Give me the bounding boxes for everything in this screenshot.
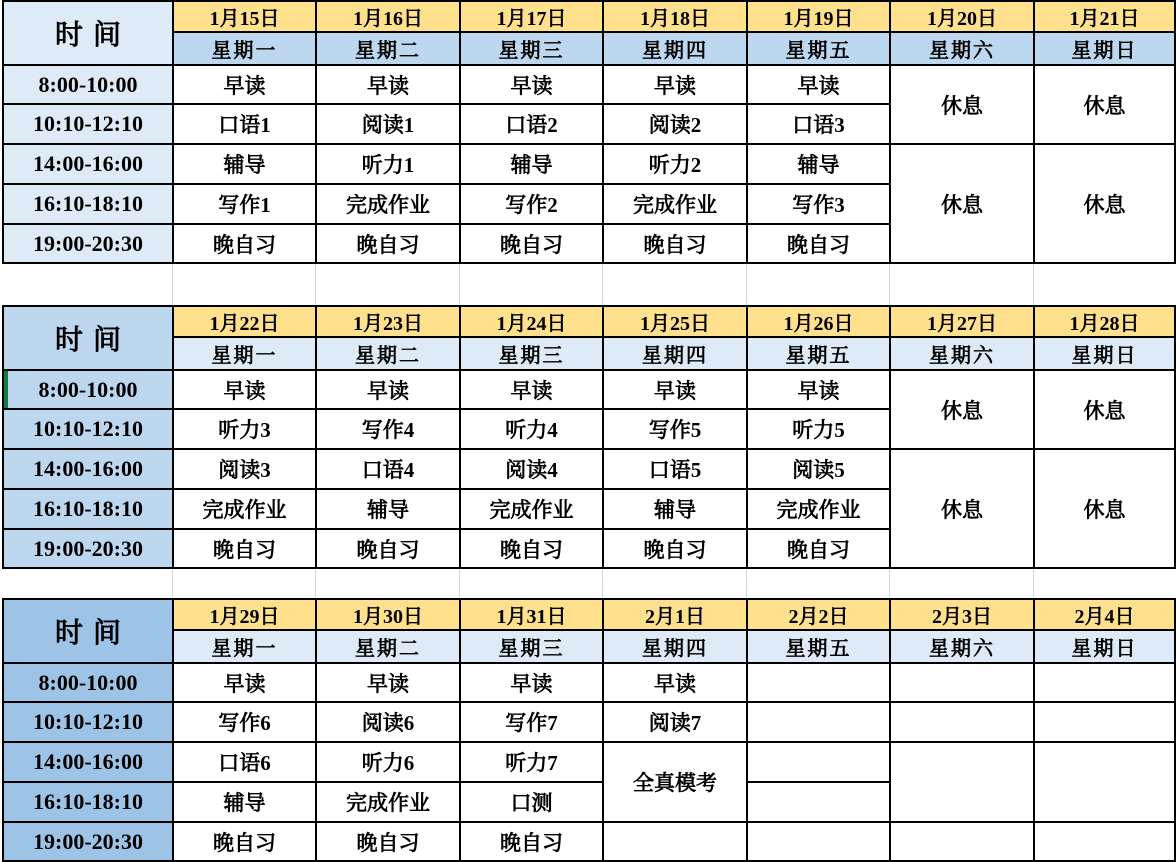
rest-cell[interactable]: 休息 xyxy=(890,370,1034,449)
schedule-cell[interactable]: 完成作业 xyxy=(173,489,316,529)
schedule-cell[interactable]: 晚自习 xyxy=(603,529,747,568)
schedule-cell[interactable]: 听力6 xyxy=(316,742,460,782)
schedule-cell[interactable]: 早读 xyxy=(603,663,747,702)
date-cell[interactable]: 1月21日 xyxy=(1034,1,1175,32)
schedule-cell[interactable]: 辅导 xyxy=(316,489,460,529)
schedule-cell[interactable]: 听力3 xyxy=(173,409,316,449)
schedule-cell[interactable]: 阅读5 xyxy=(747,449,890,489)
schedule-cell[interactable]: 写作3 xyxy=(747,184,890,224)
schedule-cell[interactable]: 口语6 xyxy=(173,742,316,782)
date-cell[interactable]: 1月22日 xyxy=(173,306,316,337)
schedule-cell[interactable]: 早读 xyxy=(747,370,890,409)
schedule-cell[interactable]: 早读 xyxy=(173,663,316,702)
time-slot-label[interactable]: 14:00-16:00 xyxy=(3,449,173,489)
date-cell[interactable]: 1月19日 xyxy=(747,1,890,32)
schedule-cell[interactable]: 阅读3 xyxy=(173,449,316,489)
weekday-cell[interactable]: 星期六 xyxy=(890,32,1034,65)
schedule-cell[interactable]: 晚自习 xyxy=(460,224,603,263)
empty-cell[interactable] xyxy=(747,782,890,822)
weekday-cell[interactable]: 星期三 xyxy=(460,32,603,65)
schedule-cell[interactable]: 完成作业 xyxy=(603,184,747,224)
schedule-cell[interactable]: 听力5 xyxy=(747,409,890,449)
time-slot-label[interactable]: 19:00-20:30 xyxy=(3,529,173,568)
schedule-cell[interactable]: 阅读4 xyxy=(460,449,603,489)
date-cell[interactable]: 1月30日 xyxy=(316,599,460,630)
weekday-cell[interactable]: 星期五 xyxy=(747,630,890,663)
schedule-cell[interactable]: 辅导 xyxy=(460,144,603,184)
time-slot-label[interactable]: 10:10-12:10 xyxy=(3,409,173,449)
time-slot-label[interactable]: 8:00-10:00 xyxy=(3,370,173,409)
schedule-cell[interactable]: 早读 xyxy=(316,663,460,702)
time-slot-label[interactable]: 19:00-20:30 xyxy=(3,822,173,861)
schedule-cell[interactable]: 晚自习 xyxy=(747,224,890,263)
schedule-cell[interactable]: 辅导 xyxy=(173,782,316,822)
weekday-cell[interactable]: 星期二 xyxy=(316,630,460,663)
schedule-cell[interactable]: 早读 xyxy=(460,663,603,702)
time-header-cell[interactable]: 时间 xyxy=(3,306,173,370)
empty-cell[interactable] xyxy=(890,663,1034,702)
time-slot-label[interactable]: 10:10-12:10 xyxy=(3,104,173,144)
empty-cell[interactable] xyxy=(890,742,1034,822)
weekday-cell[interactable]: 星期三 xyxy=(460,337,603,370)
rest-cell[interactable]: 休息 xyxy=(1034,370,1175,449)
schedule-cell[interactable]: 晚自习 xyxy=(316,529,460,568)
weekday-cell[interactable]: 星期日 xyxy=(1034,337,1175,370)
schedule-cell[interactable]: 完成作业 xyxy=(747,489,890,529)
schedule-cell[interactable]: 早读 xyxy=(173,65,316,104)
schedule-cell[interactable]: 晚自习 xyxy=(316,822,460,861)
empty-cell[interactable] xyxy=(747,663,890,702)
schedule-week-3 xyxy=(2,598,1176,862)
time-slot-label[interactable]: 14:00-16:00 xyxy=(3,742,173,782)
rest-cell[interactable]: 休息 xyxy=(1034,65,1175,144)
weekday-cell[interactable]: 星期一 xyxy=(173,630,316,663)
weekday-cell[interactable]: 星期一 xyxy=(173,32,316,65)
schedule-cell[interactable]: 早读 xyxy=(603,370,747,409)
weekday-cell[interactable]: 星期四 xyxy=(603,337,747,370)
schedule-cell[interactable]: 完成作业 xyxy=(460,489,603,529)
time-slot-label[interactable]: 8:00-10:00 xyxy=(3,65,173,104)
date-cell[interactable]: 2月2日 xyxy=(747,599,890,630)
date-cell[interactable]: 2月3日 xyxy=(890,599,1034,630)
weekday-cell[interactable]: 星期六 xyxy=(890,630,1034,663)
date-cell[interactable]: 1月16日 xyxy=(316,1,460,32)
schedule-cell[interactable]: 早读 xyxy=(460,370,603,409)
schedule-cell[interactable]: 写作4 xyxy=(316,409,460,449)
schedule-cell[interactable]: 写作1 xyxy=(173,184,316,224)
rest-cell[interactable]: 休息 xyxy=(1034,144,1175,263)
schedule-cell[interactable]: 写作6 xyxy=(173,702,316,742)
schedule-cell[interactable]: 辅导 xyxy=(747,144,890,184)
date-cell[interactable]: 1月25日 xyxy=(603,306,747,337)
empty-cell[interactable] xyxy=(747,742,890,782)
mock-exam-cell[interactable]: 全真模考 xyxy=(603,742,747,822)
schedule-cell[interactable]: 完成作业 xyxy=(316,184,460,224)
sheet-gap-row xyxy=(2,569,1176,598)
schedule-cell[interactable]: 完成作业 xyxy=(316,782,460,822)
weekday-cell[interactable]: 星期六 xyxy=(890,337,1034,370)
schedule-cell[interactable]: 阅读2 xyxy=(603,104,747,144)
schedule-cell[interactable]: 写作7 xyxy=(460,702,603,742)
schedule-cell[interactable]: 晚自习 xyxy=(173,224,316,263)
weekday-cell[interactable]: 星期二 xyxy=(316,337,460,370)
time-slot-label[interactable]: 19:00-20:30 xyxy=(3,224,173,263)
weekday-cell[interactable]: 星期日 xyxy=(1034,32,1175,65)
schedule-week-2 xyxy=(2,305,1176,569)
time-slot-label[interactable]: 8:00-10:00 xyxy=(3,663,173,702)
schedule-week-1 xyxy=(2,0,1176,264)
schedule-cell[interactable]: 早读 xyxy=(460,65,603,104)
schedule-cell[interactable]: 晚自习 xyxy=(316,224,460,263)
spreadsheet xyxy=(2,0,1176,862)
empty-cell[interactable] xyxy=(890,702,1034,742)
date-cell[interactable]: 2月4日 xyxy=(1034,599,1175,630)
date-cell[interactable]: 1月31日 xyxy=(460,599,603,630)
date-cell[interactable]: 1月20日 xyxy=(890,1,1034,32)
schedule-cell[interactable]: 口语4 xyxy=(316,449,460,489)
date-cell[interactable]: 2月1日 xyxy=(603,599,747,630)
date-cell[interactable]: 1月24日 xyxy=(460,306,603,337)
schedule-cell[interactable]: 口语2 xyxy=(460,104,603,144)
empty-cell[interactable] xyxy=(1034,822,1175,861)
time-header-cell[interactable]: 时间 xyxy=(3,1,173,65)
sheet-gap-row xyxy=(2,264,1176,305)
schedule-cell[interactable]: 晚自习 xyxy=(460,822,603,861)
schedule-cell[interactable]: 口语5 xyxy=(603,449,747,489)
schedule-cell[interactable]: 辅导 xyxy=(603,489,747,529)
date-cell[interactable]: 1月27日 xyxy=(890,306,1034,337)
schedule-cell[interactable]: 辅导 xyxy=(173,144,316,184)
time-slot-label[interactable]: 16:10-18:10 xyxy=(3,782,173,822)
time-slot-label[interactable]: 14:00-16:00 xyxy=(3,144,173,184)
date-cell[interactable]: 1月17日 xyxy=(460,1,603,32)
schedule-cell[interactable]: 晚自习 xyxy=(747,529,890,568)
empty-cell[interactable] xyxy=(1034,742,1175,822)
time-header-cell[interactable]: 时间 xyxy=(3,599,173,663)
rest-cell[interactable]: 休息 xyxy=(1034,449,1175,568)
schedule-cell[interactable]: 口语3 xyxy=(747,104,890,144)
rest-cell[interactable]: 休息 xyxy=(890,65,1034,144)
schedule-cell[interactable]: 阅读6 xyxy=(316,702,460,742)
date-cell[interactable]: 1月23日 xyxy=(316,306,460,337)
schedule-cell[interactable]: 早读 xyxy=(316,370,460,409)
date-cell[interactable]: 1月26日 xyxy=(747,306,890,337)
schedule-cell[interactable]: 晚自习 xyxy=(173,529,316,568)
schedule-cell[interactable]: 写作2 xyxy=(460,184,603,224)
schedule-cell[interactable]: 听力1 xyxy=(316,144,460,184)
schedule-cell[interactable]: 早读 xyxy=(316,65,460,104)
weekday-cell[interactable]: 星期三 xyxy=(460,630,603,663)
date-cell[interactable]: 1月18日 xyxy=(603,1,747,32)
empty-cell[interactable] xyxy=(890,822,1034,861)
date-cell[interactable]: 1月15日 xyxy=(173,1,316,32)
weekday-cell[interactable]: 星期日 xyxy=(1034,630,1175,663)
rest-cell[interactable]: 休息 xyxy=(890,144,1034,263)
date-cell[interactable]: 1月29日 xyxy=(173,599,316,630)
schedule-cell[interactable]: 阅读1 xyxy=(316,104,460,144)
schedule-cell[interactable]: 晚自习 xyxy=(173,822,316,861)
schedule-cell[interactable]: 早读 xyxy=(747,65,890,104)
weekday-cell[interactable]: 星期四 xyxy=(603,630,747,663)
empty-cell[interactable] xyxy=(747,702,890,742)
selection-indicator xyxy=(4,370,8,409)
weekday-cell[interactable]: 星期四 xyxy=(603,32,747,65)
date-cell[interactable]: 1月28日 xyxy=(1034,306,1175,337)
weekday-cell[interactable]: 星期一 xyxy=(173,337,316,370)
schedule-cell[interactable]: 晚自习 xyxy=(603,224,747,263)
weekday-cell[interactable]: 星期五 xyxy=(747,337,890,370)
time-slot-label[interactable]: 10:10-12:10 xyxy=(3,702,173,742)
empty-cell[interactable] xyxy=(603,822,747,861)
empty-cell[interactable] xyxy=(1034,663,1175,702)
schedule-cell[interactable]: 听力4 xyxy=(460,409,603,449)
rest-cell[interactable]: 休息 xyxy=(890,449,1034,568)
schedule-cell[interactable]: 口测 xyxy=(460,782,603,822)
weekday-cell[interactable]: 星期五 xyxy=(747,32,890,65)
schedule-cell[interactable]: 听力2 xyxy=(603,144,747,184)
schedule-cell[interactable]: 写作5 xyxy=(603,409,747,449)
weekday-cell[interactable]: 星期二 xyxy=(316,32,460,65)
schedule-cell[interactable]: 早读 xyxy=(173,370,316,409)
time-slot-label[interactable]: 16:10-18:10 xyxy=(3,184,173,224)
schedule-cell[interactable]: 口语1 xyxy=(173,104,316,144)
empty-cell[interactable] xyxy=(747,822,890,861)
schedule-cell[interactable]: 听力7 xyxy=(460,742,603,782)
schedule-cell[interactable]: 晚自习 xyxy=(460,529,603,568)
empty-cell[interactable] xyxy=(1034,702,1175,742)
time-slot-label[interactable]: 16:10-18:10 xyxy=(3,489,173,529)
schedule-cell[interactable]: 早读 xyxy=(603,65,747,104)
schedule-cell[interactable]: 阅读7 xyxy=(603,702,747,742)
